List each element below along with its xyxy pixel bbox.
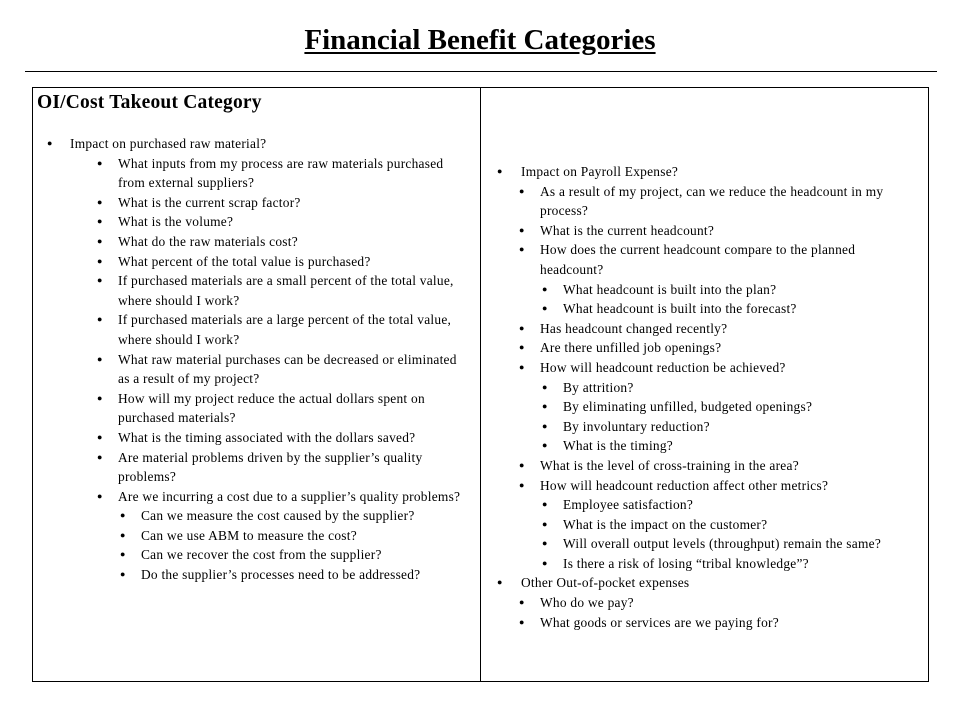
bullet-text: What is the current scrap factor? <box>118 194 301 210</box>
bullet-dot-icon: ● <box>519 616 525 627</box>
bullet-text: Has headcount changed recently? <box>540 320 728 336</box>
bullet-text: Will overall output levels (throughput) remain the same? <box>563 536 882 552</box>
nested-list <box>540 378 917 456</box>
bullet-text: How will headcount reduction affect other metrics? <box>540 477 829 493</box>
bullet-text: Do the supplier’s processes need to be addressed? <box>141 567 421 583</box>
bullet-dot-icon: ● <box>519 361 525 372</box>
bullet-dot-icon: ● <box>519 224 525 235</box>
bullet-text: Other Out-of-pocket expenses <box>521 575 690 591</box>
bullet-text: As a result of my project, can we reduce the headcount in my process? <box>540 183 884 219</box>
sub-bullet-item <box>95 232 467 252</box>
sub-bullet-item <box>517 593 917 613</box>
bullet-text: By involuntary reduction? <box>563 418 710 434</box>
sub-bullet-item <box>95 487 467 585</box>
bullet-text: By attrition? <box>563 379 634 395</box>
bullet-text: Employee satisfaction? <box>563 497 694 513</box>
bullet-text: By eliminating unfilled, budgeted openings? <box>563 399 813 415</box>
bullet-dot-icon: ● <box>542 440 548 451</box>
bullet-dot-icon: ● <box>519 479 525 490</box>
bullet-dot-icon: ● <box>497 577 503 588</box>
sub-bullet-item <box>95 212 467 232</box>
bullet-text: How does the current headcount compare to the planned headcount? <box>540 242 856 277</box>
bullet-text: Can we use ABM to measure the cost? <box>141 527 357 543</box>
sub-sub-bullet-item <box>118 545 467 565</box>
nested-list <box>517 182 917 574</box>
sub-bullet-item <box>95 271 467 310</box>
sub-bullet-item <box>517 182 917 221</box>
left-column <box>37 92 467 585</box>
sub-bullet-item <box>95 389 467 428</box>
sub-bullet-item <box>95 193 467 213</box>
bullet-item <box>497 162 917 573</box>
bullet-dot-icon: ● <box>47 138 53 148</box>
bullet-dot-icon: ● <box>542 538 548 549</box>
bullet-dot-icon: ● <box>542 381 548 392</box>
bullet-text: Are we incurring a cost due to a supplier’s quality problems? <box>118 488 461 504</box>
bullet-dot-icon: ● <box>120 529 126 540</box>
bullet-text: What percent of the total value is purchased? <box>118 253 371 269</box>
bullet-dot-icon: ● <box>542 283 548 294</box>
left-question-list <box>37 134 467 585</box>
bullet-dot-icon: ● <box>97 216 103 227</box>
bullet-dot-icon: ● <box>97 275 103 286</box>
bullet-dot-icon: ● <box>97 157 103 168</box>
bullet-dot-icon: ● <box>519 185 525 196</box>
bullet-dot-icon: ● <box>120 569 126 580</box>
sub-bullet-item <box>517 221 917 241</box>
sub-bullet-item <box>517 319 917 339</box>
sub-bullet-item <box>517 613 917 633</box>
bullet-dot-icon: ● <box>519 244 525 255</box>
bullet-text: What is the timing? <box>563 438 673 454</box>
sub-bullet-item <box>95 252 467 272</box>
bullet-dot-icon: ● <box>519 459 525 470</box>
bullet-text: If purchased materials are a large percent of the total value, where should I work? <box>118 312 452 347</box>
sub-bullet-item <box>517 240 917 318</box>
sub-sub-bullet-item <box>540 554 917 574</box>
sub-sub-bullet-item <box>540 417 917 437</box>
bullet-dot-icon: ● <box>542 557 548 568</box>
title-divider <box>25 71 937 72</box>
bullet-text: What is the volume? <box>118 214 234 230</box>
bullet-text: What goods or services are we paying for? <box>540 614 779 630</box>
bullet-text: What headcount is built into the forecast? <box>563 301 797 317</box>
sub-sub-bullet-item <box>118 526 467 546</box>
sub-bullet-item <box>95 350 467 389</box>
bullet-text: What inputs from my process are raw materials purchased from external suppliers? <box>118 155 444 191</box>
bullet-item <box>497 573 917 632</box>
sub-bullet-item <box>95 428 467 448</box>
bullet-dot-icon: ● <box>97 255 103 266</box>
bullet-dot-icon: ● <box>120 510 126 521</box>
bullet-dot-icon: ● <box>497 166 503 176</box>
bullet-item <box>37 134 467 585</box>
bullet-dot-icon: ● <box>97 392 103 403</box>
sub-bullet-item <box>95 448 467 487</box>
nested-list <box>540 495 917 573</box>
bullet-dot-icon: ● <box>542 499 548 510</box>
sub-sub-bullet-item <box>540 280 917 300</box>
sub-sub-bullet-item <box>540 515 917 535</box>
bullet-text: What is the timing associated with the dollars saved? <box>118 429 416 445</box>
bullet-dot-icon: ● <box>519 597 525 608</box>
sub-bullet-item <box>95 310 467 349</box>
categories-table <box>32 87 929 682</box>
bullet-text: What headcount is built into the plan? <box>563 281 777 297</box>
sub-sub-bullet-item <box>118 506 467 526</box>
bullet-dot-icon: ● <box>97 196 103 207</box>
sub-sub-bullet-item <box>540 495 917 515</box>
bullet-text: What raw material purchases can be decreased or eliminated as a result of my project? <box>118 351 457 387</box>
bullet-dot-icon: ● <box>542 303 548 314</box>
bullet-dot-icon: ● <box>97 451 103 462</box>
category-heading: OI/Cost Takeout Category <box>37 92 262 113</box>
sub-bullet-item <box>95 154 467 193</box>
sub-bullet-item <box>517 358 917 456</box>
sub-sub-bullet-item <box>540 534 917 554</box>
sub-sub-bullet-item <box>118 565 467 585</box>
bullet-dot-icon: ● <box>97 490 103 501</box>
bullet-dot-icon: ● <box>519 322 525 333</box>
sub-sub-bullet-item <box>540 397 917 417</box>
bullet-text: Impact on purchased raw material? <box>70 136 267 151</box>
right-column <box>497 162 917 632</box>
nested-list <box>95 154 467 585</box>
bullet-text: What do the raw materials cost? <box>118 233 298 249</box>
nested-list <box>517 593 917 632</box>
bullet-text: Are material problems driven by the supplier’s quality problems? <box>118 449 423 485</box>
bullet-text: Impact on Payroll Expense? <box>521 164 679 179</box>
bullet-dot-icon: ● <box>97 353 103 364</box>
bullet-text: How will headcount reduction be achieved? <box>540 359 786 375</box>
bullet-dot-icon: ● <box>97 235 103 246</box>
bullet-dot-icon: ● <box>542 518 548 529</box>
nested-list <box>118 506 467 584</box>
bullet-text: How will my project reduce the actual dollars spent on purchased materials? <box>118 390 425 426</box>
bullet-text: Is there a risk of losing “tribal knowledge”? <box>563 555 809 571</box>
sub-sub-bullet-item <box>540 299 917 319</box>
sub-sub-bullet-item <box>540 436 917 456</box>
bullet-dot-icon: ● <box>120 549 126 560</box>
bullet-text: Who do we pay? <box>540 595 634 611</box>
column-divider <box>480 88 481 681</box>
bullet-text: What is the current headcount? <box>540 222 715 238</box>
bullet-dot-icon: ● <box>519 342 525 353</box>
sub-sub-bullet-item <box>540 378 917 398</box>
sub-bullet-item <box>517 338 917 358</box>
bullet-text: Can we measure the cost caused by the supplier? <box>141 508 415 524</box>
bullet-dot-icon: ● <box>542 420 548 431</box>
bullet-dot-icon: ● <box>542 401 548 412</box>
nested-list <box>540 280 917 319</box>
page-title: Financial Benefit Categories <box>304 24 656 56</box>
bullet-dot-icon: ● <box>97 431 103 442</box>
bullet-text: Are there unfilled job openings? <box>540 340 722 356</box>
sub-bullet-item <box>517 456 917 476</box>
bullet-text: Can we recover the cost from the supplier? <box>141 547 382 563</box>
bullet-dot-icon: ● <box>97 314 103 325</box>
bullet-text: What is the impact on the customer? <box>563 516 768 532</box>
bullet-text: If purchased materials are a small percent of the total value, where should I work? <box>118 273 454 308</box>
sub-bullet-item <box>517 476 917 574</box>
bullet-text: What is the level of cross-training in the area? <box>540 457 799 473</box>
right-question-list <box>497 162 917 632</box>
